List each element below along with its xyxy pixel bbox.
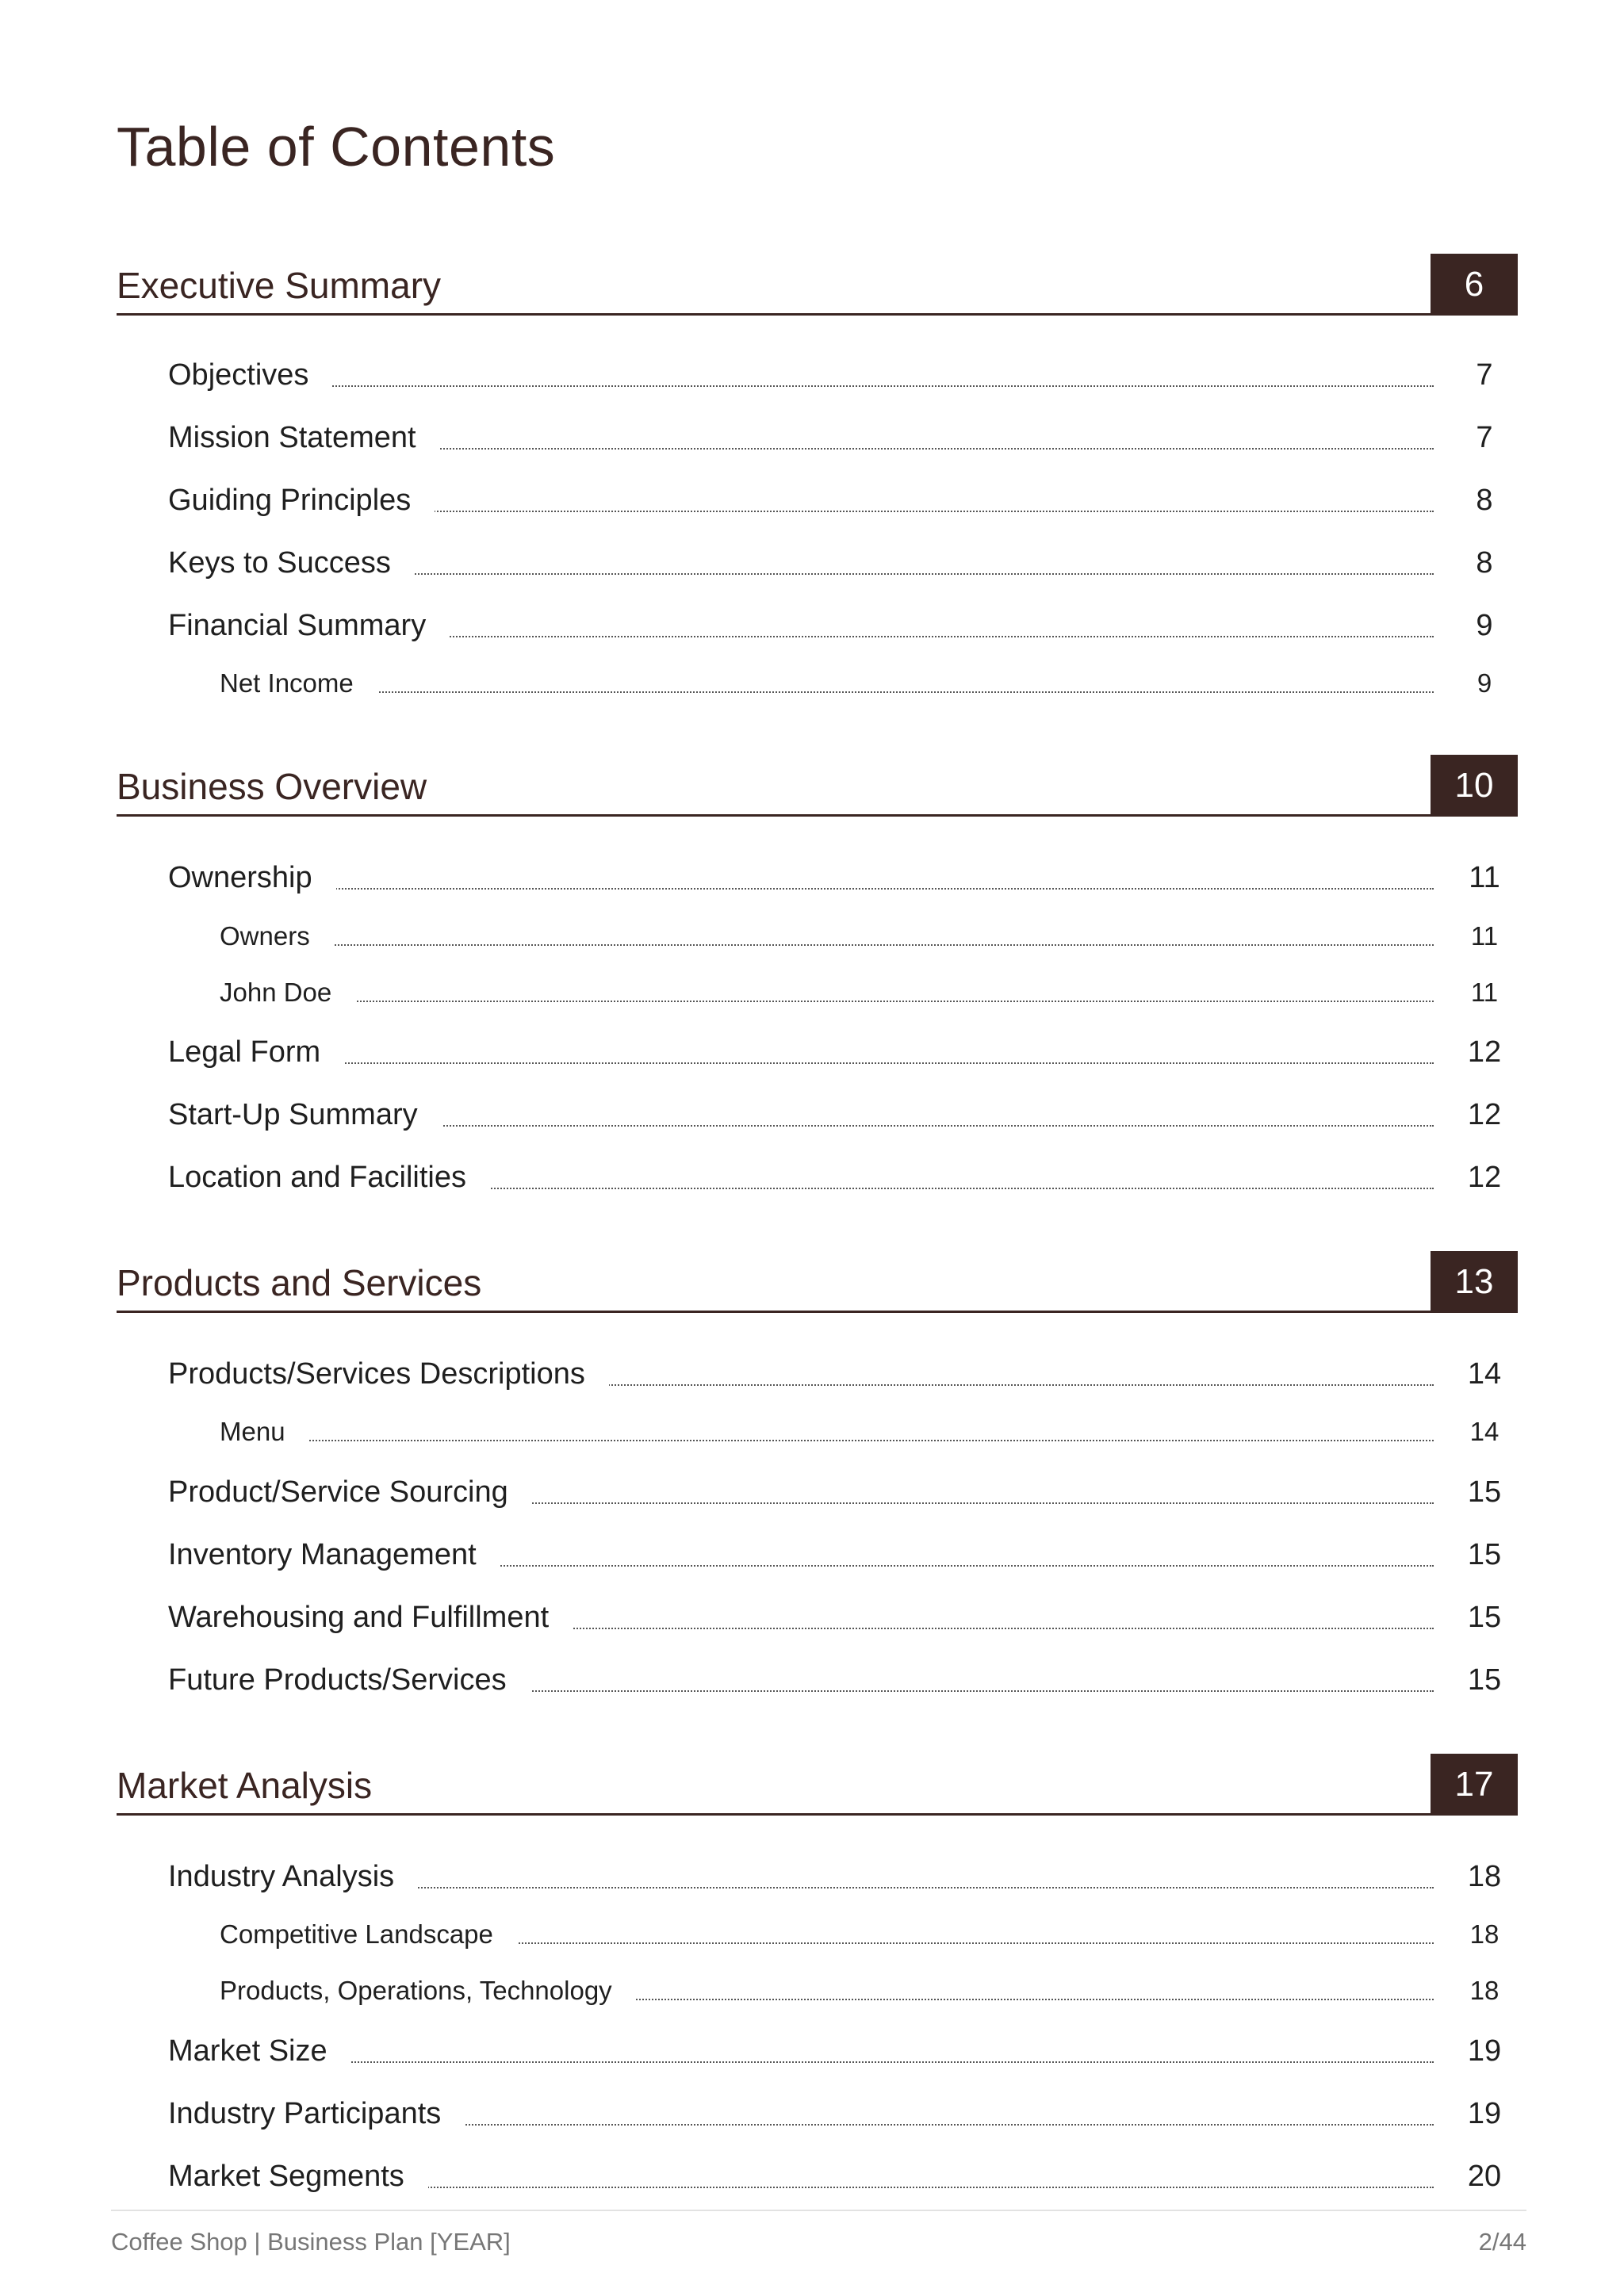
entry-label: Location and Facilities (168, 1162, 490, 1192)
entry-page: 20 (1467, 2160, 1502, 2193)
entry-page: 19 (1467, 2034, 1502, 2068)
dot-leader (220, 1001, 1434, 1002)
entry-label: John Doe (220, 979, 355, 1005)
toc-subentry-owners[interactable] (220, 909, 1508, 949)
section-page-badge: 13 (1431, 1251, 1518, 1313)
toc-entry-legal-form[interactable] (168, 1027, 1508, 1067)
entry-page: 12 (1467, 1098, 1502, 1131)
section-heading-market-analysis[interactable] (117, 1754, 1518, 1816)
entry-page: 7 (1476, 358, 1493, 392)
toc-entry-location-and-facilities[interactable] (168, 1153, 1508, 1192)
entry-label: Mission Statement (168, 423, 440, 453)
entry-page: 14 (1467, 1357, 1502, 1391)
entry-page: 7 (1476, 421, 1493, 454)
section-page-badge: 17 (1431, 1754, 1518, 1816)
entry-page: 11 (1470, 921, 1499, 951)
entry-page: 9 (1476, 609, 1493, 642)
entry-label: Guiding Principles (168, 485, 435, 515)
entry-page: 12 (1467, 1035, 1502, 1069)
dot-leader (220, 1440, 1434, 1441)
footer-document-title: Coffee Shop | Business Plan [YEAR] (111, 2228, 511, 2256)
dot-leader (168, 888, 1434, 890)
entry-label: Market Segments (168, 2161, 428, 2191)
section-title: Business Overview (117, 766, 427, 807)
entry-label: Industry Participants (168, 2099, 465, 2129)
dot-leader (168, 1062, 1434, 1064)
entry-page: 18 (1467, 1860, 1502, 1893)
toc-entry-guiding-principles[interactable] (168, 476, 1508, 515)
toc-entry-inventory-management[interactable] (168, 1530, 1508, 1570)
toc-entry-industry-participants[interactable] (168, 2089, 1508, 2129)
footer-page-number: 2/44 (1478, 2228, 1526, 2256)
entry-label: Start-Up Summary (168, 1100, 442, 1130)
footer-divider (111, 2210, 1526, 2211)
entry-page: 11 (1469, 861, 1500, 894)
toc-entry-future-products-services[interactable] (168, 1655, 1508, 1695)
entry-label: Industry Analysis (168, 1862, 418, 1892)
entry-page: 12 (1467, 1161, 1502, 1194)
toc-entry-financial-summary[interactable] (168, 601, 1508, 641)
toc-entry-product-service-sourcing[interactable] (168, 1468, 1508, 1507)
entry-label: Menu (220, 1418, 309, 1445)
entry-label: Keys to Success (168, 548, 415, 578)
page-title: Table of Contents (117, 116, 556, 178)
entry-label: Competitive Landscape (220, 1921, 517, 1947)
entry-label: Objectives (168, 360, 332, 390)
entry-page: 8 (1476, 484, 1493, 517)
entry-label: Product/Service Sourcing (168, 1477, 532, 1507)
entry-page: 18 (1469, 1919, 1500, 1949)
toc-entry-market-segments[interactable] (168, 2152, 1508, 2191)
entry-page: 11 (1470, 978, 1499, 1007)
entry-page: 15 (1467, 1538, 1502, 1571)
section-page-badge: 6 (1431, 254, 1518, 316)
entry-label: Legal Form (168, 1037, 344, 1067)
toc-entry-warehousing-and-fulfillment[interactable] (168, 1593, 1508, 1632)
toc-subentry-competitive-landscape[interactable] (220, 1908, 1508, 1947)
entry-label: Warehousing and Fulfillment (168, 1602, 573, 1632)
entry-page: 15 (1467, 1663, 1502, 1697)
entry-label: Owners (220, 923, 334, 949)
toc-entry-start-up-summary[interactable] (168, 1090, 1508, 1130)
entry-page: 15 (1467, 1601, 1502, 1634)
section-heading-products-and-services[interactable] (117, 1251, 1518, 1313)
dot-leader (220, 944, 1434, 946)
toc-entry-keys-to-success[interactable] (168, 538, 1508, 578)
entry-label: Future Products/Services (168, 1665, 530, 1695)
section-heading-executive-summary[interactable] (117, 254, 1518, 316)
entry-page: 14 (1469, 1417, 1500, 1446)
entry-page: 15 (1467, 1475, 1502, 1509)
entry-page: 9 (1477, 668, 1492, 698)
dot-leader (168, 2061, 1434, 2063)
toc-subentry-menu[interactable] (220, 1405, 1508, 1445)
entry-page: 19 (1467, 2097, 1502, 2130)
toc-subentry-john-doe[interactable] (220, 966, 1508, 1005)
toc-entry-market-size[interactable] (168, 2026, 1508, 2066)
toc-entry-industry-analysis[interactable] (168, 1852, 1508, 1892)
entry-label: Ownership (168, 863, 336, 893)
section-title: Executive Summary (117, 265, 442, 306)
entry-label: Financial Summary (168, 610, 450, 641)
entry-label: Inventory Management (168, 1540, 500, 1570)
section-heading-business-overview[interactable] (117, 755, 1518, 817)
toc-subentry-products-operations-technology[interactable] (220, 1964, 1508, 2003)
entry-page: 18 (1469, 1976, 1500, 2005)
toc-subentry-net-income[interactable] (220, 656, 1508, 696)
toc-entry-mission-statement[interactable] (168, 413, 1508, 453)
toc-entry-ownership[interactable] (168, 853, 1508, 893)
section-title: Products and Services (117, 1262, 482, 1303)
section-title: Market Analysis (117, 1765, 373, 1806)
section-page-badge: 10 (1431, 755, 1518, 817)
toc-entry-products-services-descriptions[interactable] (168, 1349, 1508, 1389)
entry-label: Market Size (168, 2036, 351, 2066)
dot-leader (168, 385, 1434, 387)
toc-entry-objectives[interactable] (168, 350, 1508, 390)
entry-label: Products/Services Descriptions (168, 1359, 609, 1389)
entry-label: Net Income (220, 670, 377, 696)
dot-leader (220, 691, 1434, 693)
entry-label: Products, Operations, Technology (220, 1977, 636, 2003)
entry-page: 8 (1476, 546, 1493, 580)
